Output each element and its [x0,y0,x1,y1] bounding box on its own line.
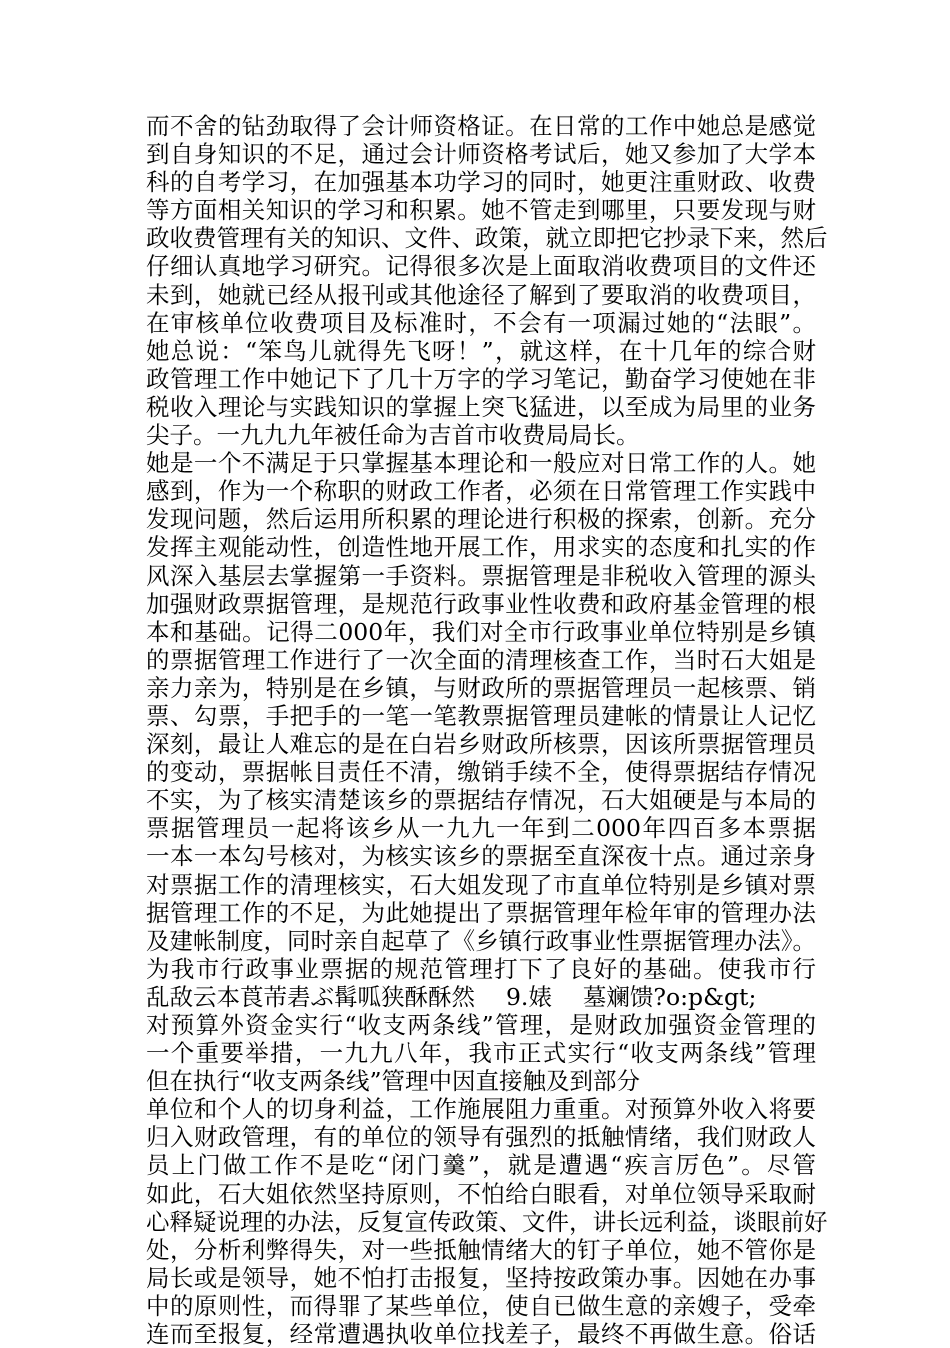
text-line: 发挥主观能动性，创造性地开展工作，用求实的态度和扎实的作 [146,533,816,562]
text-line: 在审核单位收费项目及标准时，不会有一项漏过她的“法眼”。 [146,308,816,337]
text-line: 科的自考学习，在加强基本功学习的同时，她更注重财政、收费 [146,168,816,197]
text-line: 税收入理论与实践知识的掌握上突飞猛进，以至成为局里的业务 [146,392,816,421]
text-line: 未到，她就已经从报刊或其他途径了解到了要取消的收费项目， [146,280,816,309]
text-line: 票、勾票，手把手的一笔一笔教票据管理员建帐的情景让人记忆 [146,701,816,730]
text-line: 深刻，最让人难忘的是在白岩乡财政所核票，因该所票据管理员 [146,730,816,759]
text-line: 为我市行政事业票据的规范管理打下了良好的基础。使我市行 [146,954,816,983]
text-line: 尖子。一九九九年被任命为吉首市收费局局长。 [146,421,640,450]
text-line: 风深入基层去掌握第一手资料。票据管理是非税收入管理的源头 [146,561,816,590]
text-line: 局长或是领导，她不怕打击报复，坚持按政策办事。因她在办事 [146,1263,816,1292]
text-line: 据管理工作的不足，为此她提出了票据管理年检年审的管理办法 [146,898,816,927]
text-line: 员上门做工作不是吃“闭门羹”，就是遭遇“疾言厉色”。尽管 [146,1151,816,1180]
text-line: 对票据工作的清理核实，石大姐发现了市直单位特别是乡镇对票 [146,870,816,899]
text-line: 对预算外资金实行“收支两条线”管理，是财政加强资金管理的 [146,1011,816,1039]
text-line: 的票据管理工作进行了一次全面的清理核查工作，当时石大姐是 [146,645,816,674]
body-text [146,112,828,1348]
text-line: 加强财政票据管理，是规范行政事业性收费和政府基金管理的根 [146,589,816,618]
text-line: 亲力亲为，特别是在乡镇，与财政所的票据管理员一起核票、销 [146,673,816,702]
text-line: 的变动，票据帐目责任不清，缴销手续不全，使得票据结存情况 [146,758,816,787]
text-line: 她总说：“笨鸟儿就得先飞呀！”，就这样，在十几年的综合财 [146,336,816,365]
text-line: 心释疑说理的办法，反复宣传政策、文件，讲长远利益，谈眼前好 [146,1207,828,1236]
text-line: 连而至报复，经常遭遇执收单位找差子，最终不再做生意。俗话 [146,1320,816,1348]
text-line: 政收费管理有关的知识、文件、政策，就立即把它抄录下来，然后 [146,224,828,253]
text-line: 而不舍的钻劲取得了会计师资格证。在日常的工作中她总是感觉 [146,112,816,140]
text-line: 政管理工作中她记下了几十万字的学习笔记，勤奋学习使她在非 [146,364,816,393]
text-line: 如此，石大姐依然坚持原则，不怕给白眼看，对单位领导采取耐 [146,1179,816,1208]
text-line: 乱敌云本莨芾砉ぶ髯呱狭酥酥然 9.婊 墓斓馈?o:p&gt; [146,982,757,1011]
text-line: 一个重要举措，一九九八年，我市正式实行“收支两条线”管理 [146,1039,816,1068]
text-line: 发现问题，然后运用所积累的理论进行积极的探索，创新。充分 [146,505,816,534]
text-line: 一本一本勾号核对，为核实该乡的票据至直深夜十点。通过亲身 [146,842,816,871]
text-line: 票据管理员一起将该乡从一九九一年到二000年四百多本票据 [146,814,816,843]
text-line: 感到，作为一个称职的财政工作者，必须在日常管理工作实践中 [146,477,816,506]
text-line: 单位和个人的切身利益，工作施展阻力重重。对预算外收入将要 [146,1095,816,1124]
text-line: 及建帐制度，同时亲自起草了《乡镇行政事业性票据管理办法》。 [146,926,816,955]
text-line: 但在执行“收支两条线”管理中因直接触及到部分 [146,1067,641,1096]
text-line: 她是一个不满足于只掌握基本理论和一般应对日常工作的人。她 [146,449,816,478]
text-line: 本和基础。记得二000年，我们对全市行政事业单位特别是乡镇 [146,617,816,646]
text-line: 仔细认真地学习研究。记得很多次是上面取消收费项目的文件还 [146,252,816,281]
text-line: 处，分析利弊得失，对一些抵触情绪大的钉子单位，她不管你是 [146,1235,816,1264]
text-line: 到自身知识的不足，通过会计师资格考试后，她又参加了大学本 [146,140,816,169]
text-line: 等方面相关知识的学习和积累。她不管走到哪里，只要发现与财 [146,196,816,225]
text-line: 归入财政管理，有的单位的领导有强烈的抵触情绪，我们财政人 [146,1123,816,1152]
text-line: 中的原则性，而得罪了某些单位，使自已做生意的亲嫂子，受牵 [146,1291,816,1320]
text-line: 不实，为了核实清楚该乡的票据结存情况，石大姐硬是与本局的 [146,786,816,815]
